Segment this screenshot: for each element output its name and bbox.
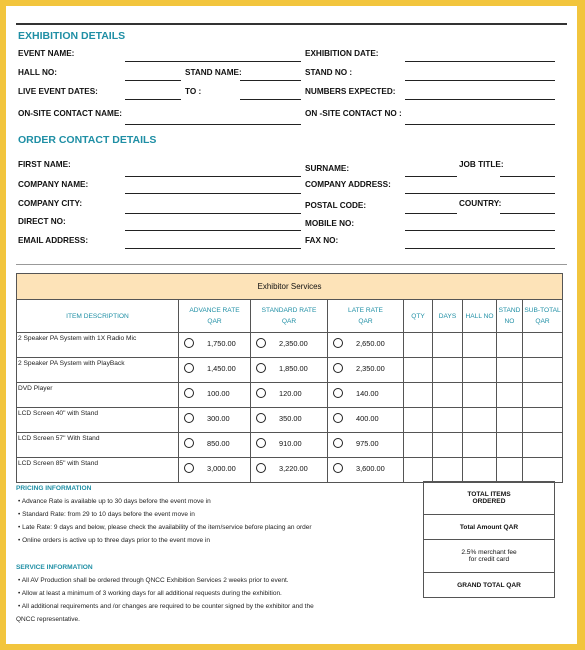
advance-rate-radio[interactable] [184,438,194,448]
mobile-no-label: MOBILE NO: [305,219,355,228]
col-stand-no: STAND NO [497,300,523,333]
service-bullet: • Allow at least a minimum of 3 working days for all additional requests during the exhibition. [18,590,282,597]
to-label: TO : [185,87,202,96]
table-row [17,333,563,358]
section-divider [16,264,567,265]
event-name-label: EVENT NAME: [18,49,75,58]
standard-rate-radio[interactable] [256,363,266,373]
standard-rate-radio[interactable] [256,438,266,448]
postal-code-label: POSTAL CODE: [305,201,367,210]
late-rate-value: 400.00 [356,414,379,423]
late-rate-value: 975.00 [356,439,379,448]
subtotal-cell[interactable] [523,458,563,483]
services-table-title: Exhibitor Services [17,274,563,300]
table-row [17,458,563,483]
late-rate-value: 140.00 [356,389,379,398]
stand-no-cell[interactable] [497,433,523,458]
company-address-field[interactable] [405,193,555,194]
stand-no-cell[interactable] [497,358,523,383]
advance-rate-radio[interactable] [184,463,194,473]
days-cell[interactable] [433,358,463,383]
company-city-field[interactable] [125,213,301,214]
numbers-expected-field[interactable] [405,99,555,100]
surname-label: SURNAME: [305,164,350,173]
service-info-heading: SERVICE INFORMATION [16,564,93,571]
fax-no-field[interactable] [405,248,555,249]
live-event-dates-label: LIVE EVENT DATES: [18,87,98,96]
direct-no-label: DIRECT NO: [18,217,66,226]
stand-no-cell[interactable] [497,408,523,433]
col-qty: QTY [404,300,433,333]
merchant-fee-label: 2.5% merchant fee for credit card [424,540,555,573]
advance-rate-value: 100.00 [207,389,230,398]
item-description: LCD Screen 85" with Stand [17,458,179,483]
country-field[interactable] [500,213,555,214]
days-cell[interactable] [433,383,463,408]
item-description: LCD Screen 40" with Stand [17,408,179,433]
first-name-label: FIRST NAME: [18,160,71,169]
advance-rate-radio[interactable] [184,413,194,423]
service-bullet-continuation: QNCC representative. [16,616,80,623]
late-rate-radio[interactable] [333,438,343,448]
onsite-contact-no-label: ON -SITE CONTACT NO : [305,109,402,118]
standard-rate-radio[interactable] [256,463,266,473]
col-days: DAYS [433,300,463,333]
service-bullet: • All AV Production shall be ordered through QNCC Exhibition Services 2 weeks prior to event. [18,577,289,584]
days-cell[interactable] [433,433,463,458]
item-description: 2 Speaker PA System with 1X Radio Mic [17,333,179,358]
email-address-label: EMAIL ADDRESS: [18,236,89,245]
table-row [17,358,563,383]
hall-no-label: HALL NO: [18,68,57,77]
item-description: 2 Speaker PA System with PlayBack [17,358,179,383]
subtotal-cell[interactable] [523,408,563,433]
col-advance-rate: ADVANCE RATE QAR [179,300,251,333]
days-cell[interactable] [433,408,463,433]
mobile-no-field[interactable] [405,230,555,231]
late-rate-radio[interactable] [333,463,343,473]
col-subtotal: SUB-TOTAL QAR [523,300,563,333]
stand-no-label: STAND NO : [305,68,353,77]
service-bullet: • All additional requirements and /or changes are required to be counter signed by the exhibitor and the [18,603,314,610]
advance-rate-value: 850.00 [207,439,230,448]
standard-rate-value: 120.00 [279,389,302,398]
job-title-label: JOB TITLE: [459,160,504,169]
advance-rate-radio[interactable] [184,388,194,398]
exhibition-date-label: EXHIBITION DATE: [305,49,379,58]
advance-rate-radio[interactable] [184,363,194,373]
pricing-info-heading: PRICING INFORMATION [16,485,92,492]
stand-name-label: STAND NAME: [185,68,242,77]
postal-code-field[interactable] [405,213,457,214]
item-description: LCD Screen 57" With Stand [17,433,179,458]
total-amount-label: Total Amount QAR [424,515,555,540]
exhibition-date-field[interactable] [405,61,555,62]
hall-no-cell[interactable] [463,383,497,408]
company-address-label: COMPANY ADDRESS: [305,180,391,189]
pricing-bullet: • Advance Rate is available up to 30 days before the event move in [18,498,211,505]
late-rate-value: 2,650.00 [356,339,385,348]
onsite-contact-name-field[interactable] [125,124,301,125]
standard-rate-value: 910.00 [279,439,302,448]
onsite-contact-no-field[interactable] [405,124,555,125]
subtotal-cell[interactable] [523,358,563,383]
qty-cell[interactable] [404,458,433,483]
standard-rate-value: 1,850.00 [279,364,308,373]
late-rate-radio[interactable] [333,388,343,398]
qty-cell[interactable] [404,333,433,358]
surname-field[interactable] [405,176,457,177]
qty-cell[interactable] [404,358,433,383]
standard-rate-radio[interactable] [256,338,266,348]
late-rate-radio[interactable] [333,363,343,373]
advance-rate-value: 3,000.00 [207,464,236,473]
standard-rate-value: 350.00 [279,414,302,423]
advance-rate-value: 1,750.00 [207,339,236,348]
stand-no-cell[interactable] [497,383,523,408]
order-form-page [6,6,577,644]
live-event-to-field[interactable] [240,99,301,100]
order-contact-heading: ORDER CONTACT DETAILS [18,134,157,146]
job-title-field[interactable] [500,176,555,177]
standard-rate-radio[interactable] [256,388,266,398]
grand-total-label: GRAND TOTAL QAR [424,573,555,598]
late-rate-radio[interactable] [333,338,343,348]
stand-no-cell[interactable] [497,333,523,358]
col-item-description: ITEM DESCRIPTION [17,300,179,333]
exhibitor-services-table [16,273,563,483]
hall-no-cell[interactable] [463,408,497,433]
hall-no-field[interactable] [125,80,181,81]
table-row [17,433,563,458]
top-rule [16,23,567,25]
exhibition-details-heading: EXHIBITION DETAILS [18,30,126,42]
standard-rate-value: 3,220.00 [279,464,308,473]
days-cell[interactable] [433,333,463,358]
col-standard-rate: STANDARD RATE QAR [251,300,328,333]
col-hall-no: HALL NO [463,300,497,333]
qty-cell[interactable] [404,408,433,433]
services-header-row [17,300,563,333]
subtotal-cell[interactable] [523,333,563,358]
stand-name-field[interactable] [240,80,301,81]
col-late-rate: LATE RATE QAR [328,300,404,333]
stand-no-field[interactable] [405,80,555,81]
stand-no-cell[interactable] [497,458,523,483]
late-rate-value: 3,600.00 [356,464,385,473]
hall-no-cell[interactable] [463,358,497,383]
first-name-field[interactable] [125,176,301,177]
company-name-field[interactable] [125,193,301,194]
advance-rate-value: 1,450.00 [207,364,236,373]
subtotal-cell[interactable] [523,383,563,408]
onsite-contact-name-label: ON-SITE CONTACT NAME: [18,109,123,118]
table-row [17,383,563,408]
hall-no-cell[interactable] [463,433,497,458]
advance-rate-value: 300.00 [207,414,230,423]
event-name-field[interactable] [125,61,301,62]
days-cell[interactable] [433,458,463,483]
numbers-expected-label: NUMBERS EXPECTED: [305,87,396,96]
direct-no-field[interactable] [125,230,301,231]
totals-table [423,481,555,598]
email-address-field[interactable] [125,248,301,249]
hall-no-cell[interactable] [463,333,497,358]
late-rate-value: 2,350.00 [356,364,385,373]
live-event-from-field[interactable] [125,99,181,100]
late-rate-radio[interactable] [333,413,343,423]
company-city-label: COMPANY CITY: [18,199,83,208]
qty-cell[interactable] [404,433,433,458]
standard-rate-radio[interactable] [256,413,266,423]
fax-no-label: FAX NO: [305,236,339,245]
hall-no-cell[interactable] [463,458,497,483]
subtotal-cell[interactable] [523,433,563,458]
total-items-label: TOTAL ITEMS ORDERED [424,482,555,515]
company-name-label: COMPANY NAME: [18,180,89,189]
pricing-bullet: • Late Rate: 9 days and below, please check the availability of the item/service before placing an order [18,524,312,531]
table-row [17,408,563,433]
advance-rate-radio[interactable] [184,338,194,348]
item-description: DVD Player [17,383,179,408]
country-label: COUNTRY: [459,199,502,208]
qty-cell[interactable] [404,383,433,408]
pricing-bullet: • Online orders is active up to three days prior to the event move in [18,537,210,544]
pricing-bullet: • Standard Rate: from 29 to 10 days before the event move in [18,511,195,518]
standard-rate-value: 2,350.00 [279,339,308,348]
